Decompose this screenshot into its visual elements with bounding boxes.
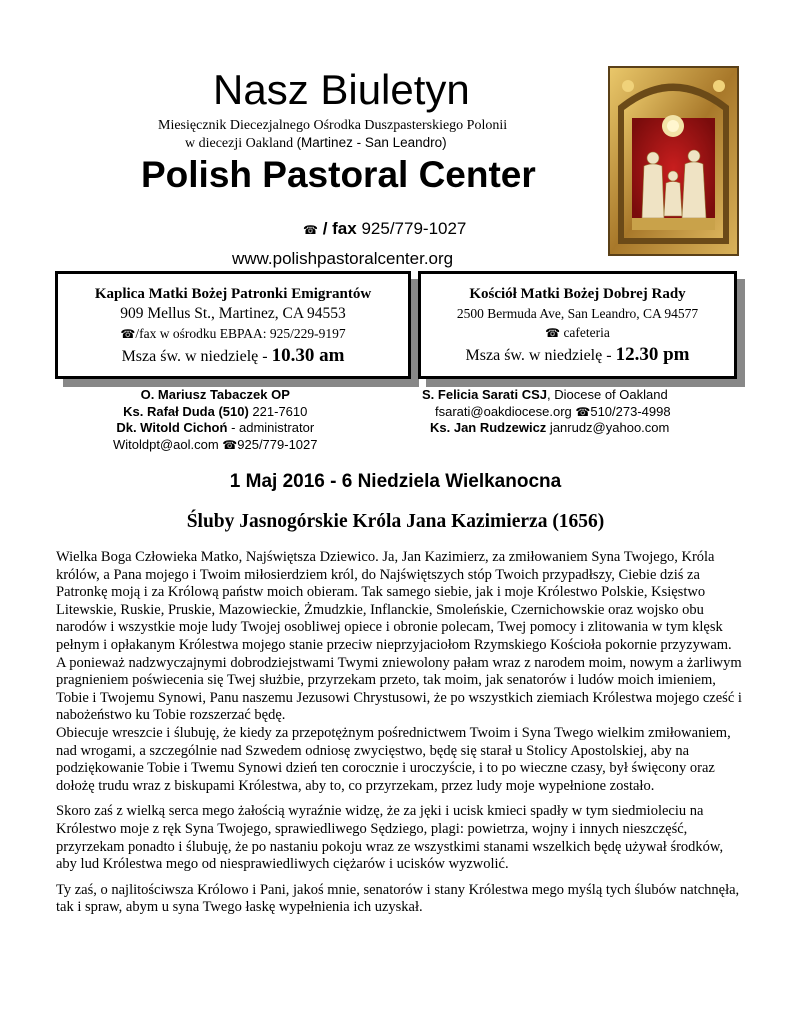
church-mass-time [421,344,734,366]
contact-name: S. Felicia Sarati CSJ [422,387,548,402]
holy-family-icon-svg [608,66,739,256]
church-phone [421,325,734,341]
church-phone-text: cafeteria [560,325,610,340]
chapel-address: 909 Mellus St., Martinez, CA 94553 [120,305,346,322]
contact-phone: 925/779-1027 [237,436,318,452]
phone-icon: ☎ [545,326,561,340]
contact-email: Witoldpt@aol.com [113,436,223,452]
contact-role: , Diocese of Oakland [547,387,668,402]
phone-fax-label: / fax [322,219,357,238]
subtitle-cities: (Martinez - San Leandro) [296,135,447,150]
contact-line [113,404,318,421]
church-address: 2500 Bermuda Ave, San Leandro, CA 94577 [456,306,699,321]
contact-name: Ks. Jan Rudzewicz [430,420,547,435]
center-name: Polish Pastoral Center [141,154,536,195]
clergy-contacts-left [113,387,318,453]
phone-number: 925/779-1027 [361,219,467,238]
phone-icon: ☎ [575,404,591,419]
contact-line [113,420,318,437]
contact-phone: 221-7610 [248,403,308,419]
contact-email: fsarati@oakdiocese.org [435,403,576,419]
church-mass-hour: 12.30 pm [615,344,690,365]
holy-family-icon-image [608,66,739,256]
contact-name: O. Mariusz Tabaczek OP [140,387,290,402]
contact-name: Dk. Witold Cichoń [116,420,228,435]
chapel-info-box [55,271,411,379]
contact-line [113,437,318,454]
church-info-box [418,271,737,379]
article-body [56,549,746,917]
contact-line [422,387,671,404]
article-paragraph: Wielka Boga Człowieka Matko, Najświętsza Dziewico. Ja, Jan Kazimierz, za zmiłowaniem Syna Twojego, Króla królów, a Pana mojego i Twoim miłosierdziem król, do Najświętszych stóp Twoich przypadłszy, Ciebie dziś za Patronkę moją i za Królową państw moich obieram. Tak samego siebie, jak i moje Królestwo Polskie, Księstwo Litewskie, Ruskie, Pruskie, Mazowieckie, Żmudzkie, Inflanckie, Smoleńskie, Czernichowskie oraz wojsko obu narodów i wszystkie moje ludy Twojej osobliwej opiece i obronie polecam, Twej pomocy i zlitowania w tym klęsk pełnym i opłakanym Królestwa mojego stanie przeciw nieprzyjaciołom Rzymskiego Kościoła pokornie przyzywam. [56,549,732,653]
contact-email: janrudz@yahoo.com [546,420,670,435]
chapel-mass-hour: 10.30 am [271,345,345,366]
chapel-name: Kaplica Matki Bożej Patronki Emigrantów [94,286,372,302]
date-heading: 1 Maj 2016 - 6 Niedziela Wielkanocna [229,471,562,492]
article-paragraph: A ponieważ nadzwyczajnymi dobrodziejstwami Twymi zniewolony pałam wraz z narodem moim, nowym a żarliwym pragnieniem poświecenia się Twej służbie, przyrzekam przeto, tak moim, jak senatorów i ludów moich imieniem, Tobie i Twojemu Synowi, Panu naszemu Jezusowi Chrystusowi, że po wszystkich ziemiach Królestwa mojego cześć i nabożeństwo ku Tobie rozszerzać będę. [56,654,742,724]
chapel-mass-label: Msza św. w niedzielę - [121,348,272,365]
bulletin-title: Nasz Biuletyn [213,66,470,113]
phone-icon: ☎ [120,327,136,341]
bulletin-subtitle-line1: Miesięcznik Diecezjalnego Ośrodka Duszpasterskiego Polonii [158,118,508,133]
center-phone-line [303,219,466,239]
website-url: www.polishpastoralcenter.org [232,249,454,268]
article-paragraph: Ty zaś, o najlitościwsza Królowo i Pani, jakoś mnie, senatorów i stany Królestwa mego myślą tych ślubów natchnęła, tak i spraw, abym u syna Twego łaskę wypełnienia ich uzyskał. [56,881,740,916]
contact-role: - administrator [227,420,315,435]
church-name: Kościół Matki Bożej Dobrej Rady [469,286,686,302]
chapel-phone [58,326,408,342]
contact-phone: 510/273-4998 [590,403,671,419]
article-paragraph: Skoro zaś z wielką serca mego żałością wyraźnie widzę, że za jęki i ucisk kmieci spadły w tym siedmioleciu na Królestwo moje z ręk Syna Twojego, sprawiedliwego Sędziego, plagi: powietrza, wojny i innych nieszczęść, przyrzekam ponadto i ślubuję, że po nastaniu pokoju wraz ze wszystkimi stanami wszelkich będę używał środków, aby lud Królestwa mego od niesprawiedliwych ciężarów i ucisków wyzwolić. [56,803,724,873]
contact-line [113,387,318,404]
phone-icon: ☎ [222,437,238,452]
church-mass-label: Msza św. w niedzielę - [465,347,616,364]
contact-line [422,420,671,437]
subtitle-diocese: w diecezji Oakland [185,136,297,151]
bulletin-subtitle-line2 [185,135,447,152]
contact-line [422,404,671,421]
chapel-mass-time [58,345,408,367]
phone-icon: ☎ [303,223,318,237]
article-title: Śluby Jasnogórskie Króla Jana Kazimierza (1656) [186,511,605,532]
article-paragraph: Obiecuje wreszcie i ślubuję, że kiedy za przepotężnym pośrednictwem Twoim i Syna Twego wielkim zmiłowaniem, nad wrogami, a szczególnie nad Szwedem odniosę zwycięstwo, będę się starał u Stolicy Apostolskiej, aby na podziękowanie Tobie i Twemu Synowi dzień ten corocznie i uroczyście, i to po wieczne czasy, był święcony oraz dołożę trudu wraz z biskupami Królestwa, aby to, co przyrzekam, przez ludy moje wypełnione zostało. [56,724,731,794]
contact-name: Ks. Rafał Duda (510) [123,403,249,419]
chapel-phone-text: /fax w ośrodku EBPAA: 925/229-9197 [135,326,346,341]
clergy-contacts-right [422,387,671,437]
